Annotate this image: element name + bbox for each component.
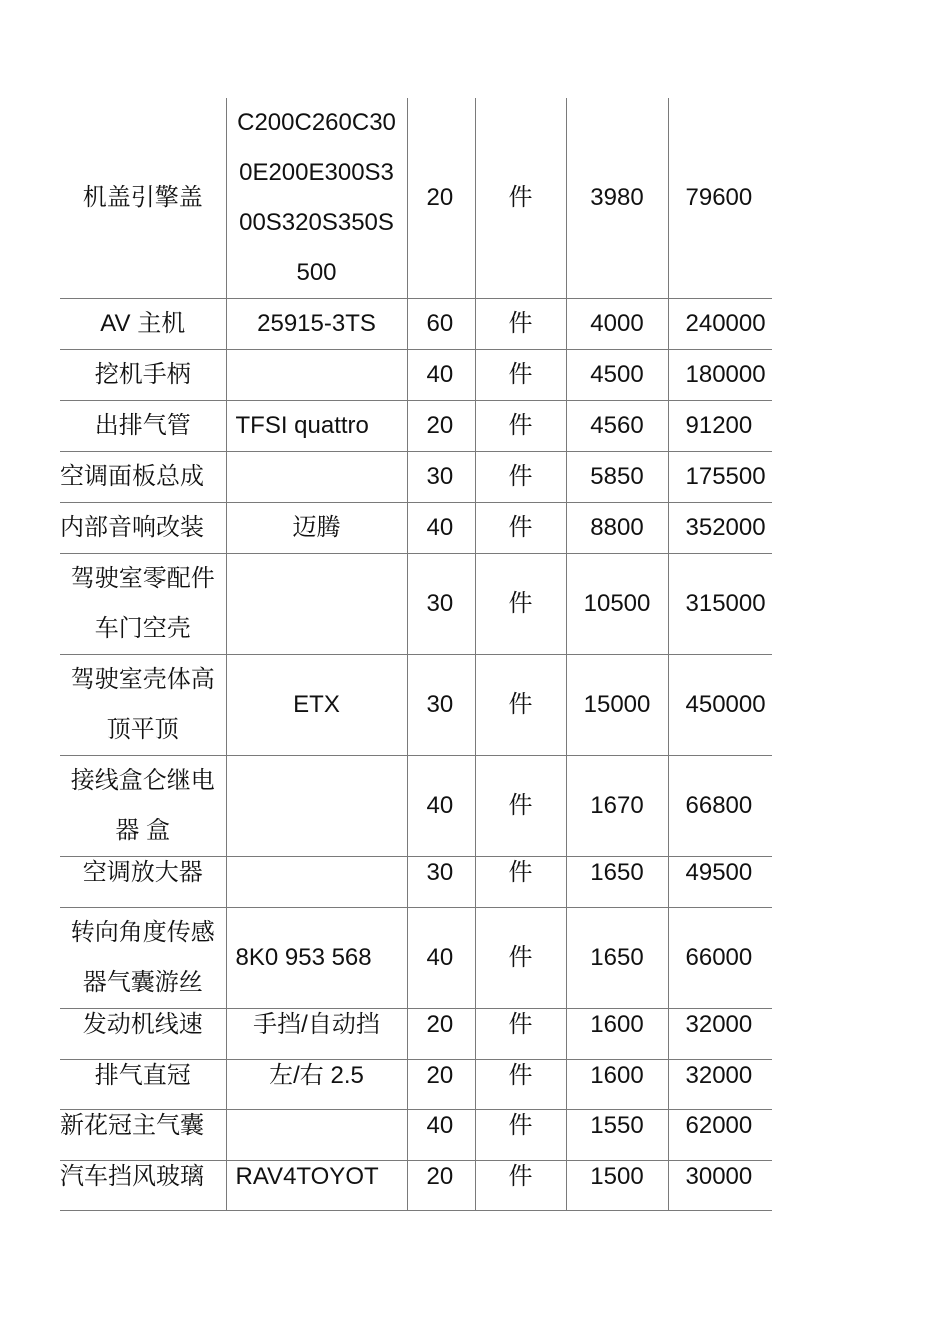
total-cell: 62000: [668, 1110, 772, 1161]
part-name-cell: 空调放大器: [60, 857, 226, 908]
unit-price-cell: 1600: [566, 1060, 668, 1110]
quantity-cell: 30: [407, 554, 475, 655]
quantity-cell: 20: [407, 1060, 475, 1110]
total-cell: 180000: [668, 350, 772, 401]
unit-cell: 件: [475, 655, 566, 756]
part-model-cell: 左/右 2.5: [226, 1060, 407, 1110]
unit-price-cell: 1600: [566, 1009, 668, 1060]
unit-cell: 件: [475, 1009, 566, 1060]
part-model-cell: 迈腾: [226, 503, 407, 554]
part-model-cell: 25915-3TS: [226, 299, 407, 350]
part-name-cell: 发动机线速: [60, 1009, 226, 1060]
unit-cell: 件: [475, 1110, 566, 1161]
unit-price-cell: 1500: [566, 1161, 668, 1211]
unit-cell: 件: [475, 857, 566, 908]
part-model-cell: [226, 756, 407, 857]
total-cell: 175500: [668, 452, 772, 503]
total-cell: 79600: [668, 98, 772, 299]
unit-cell: 件: [475, 554, 566, 655]
total-cell: 315000: [668, 554, 772, 655]
unit-price-cell: 1650: [566, 857, 668, 908]
unit-price-cell: 4560: [566, 401, 668, 452]
table-row: [60, 1060, 772, 1110]
quantity-cell: 20: [407, 401, 475, 452]
part-name-cell: 空调面板总成: [60, 452, 226, 503]
quantity-cell: 20: [407, 98, 475, 299]
unit-cell: 件: [475, 756, 566, 857]
total-cell: 32000: [668, 1060, 772, 1110]
part-model-cell: ETX: [226, 655, 407, 756]
part-model-cell: TFSI quattro: [226, 401, 407, 452]
unit-price-cell: 4500: [566, 350, 668, 401]
total-cell: 66000: [668, 908, 772, 1009]
part-name-cell: 出排气管: [60, 401, 226, 452]
unit-price-cell: 1650: [566, 908, 668, 1009]
quantity-cell: 30: [407, 452, 475, 503]
table-row: [60, 299, 772, 350]
unit-cell: 件: [475, 452, 566, 503]
table-row: [60, 452, 772, 503]
table-row: [60, 554, 772, 655]
part-model-cell: [226, 857, 407, 908]
quantity-cell: 40: [407, 503, 475, 554]
unit-cell: 件: [475, 908, 566, 1009]
part-name-cell: 汽车挡风玻璃: [60, 1161, 226, 1211]
part-name-cell: 接线盒仑继电器 盒: [60, 756, 226, 857]
part-model-cell: [226, 452, 407, 503]
total-cell: 49500: [668, 857, 772, 908]
total-cell: 30000: [668, 1161, 772, 1211]
table-row: [60, 1110, 772, 1161]
part-model-cell: C200C260C300E200E300S300S320S350S500: [226, 98, 407, 299]
table-row: [60, 1161, 772, 1211]
part-name-cell: 内部音响改装: [60, 503, 226, 554]
part-name-cell: 驾驶室壳体高顶平顶: [60, 655, 226, 756]
unit-cell: 件: [475, 401, 566, 452]
unit-price-cell: 8800: [566, 503, 668, 554]
part-model-cell: [226, 1110, 407, 1161]
total-cell: 352000: [668, 503, 772, 554]
table-row: [60, 350, 772, 401]
part-name-cell: 新花冠主气囊: [60, 1110, 226, 1161]
unit-cell: 件: [475, 1060, 566, 1110]
unit-price-cell: 3980: [566, 98, 668, 299]
quantity-cell: 20: [407, 1161, 475, 1211]
unit-cell: 件: [475, 350, 566, 401]
total-cell: 32000: [668, 1009, 772, 1060]
unit-cell: 件: [475, 299, 566, 350]
part-model-cell: [226, 350, 407, 401]
table-row: [60, 401, 772, 452]
part-name-cell: 转向角度传感器气囊游丝: [60, 908, 226, 1009]
unit-price-cell: 1670: [566, 756, 668, 857]
part-model-cell: 8K0 953 568: [226, 908, 407, 1009]
part-name-cell: 挖机手柄: [60, 350, 226, 401]
total-cell: 240000: [668, 299, 772, 350]
quantity-cell: 30: [407, 857, 475, 908]
part-name-cell: AV 主机: [60, 299, 226, 350]
part-model-cell: 手挡/自动挡: [226, 1009, 407, 1060]
part-name-cell: 机盖引擎盖: [60, 98, 226, 299]
unit-cell: 件: [475, 1161, 566, 1211]
total-cell: 91200: [668, 401, 772, 452]
quantity-cell: 20: [407, 1009, 475, 1060]
part-model-cell: RAV4TOYOT: [226, 1161, 407, 1211]
unit-price-cell: 4000: [566, 299, 668, 350]
table-row: [60, 1009, 772, 1060]
quantity-cell: 60: [407, 299, 475, 350]
table-row: [60, 503, 772, 554]
part-model-cell: [226, 554, 407, 655]
total-cell: 450000: [668, 655, 772, 756]
table-row: [60, 655, 772, 756]
quantity-cell: 30: [407, 655, 475, 756]
parts-price-table-page: [60, 98, 772, 1211]
unit-cell: 件: [475, 503, 566, 554]
table-row: [60, 98, 772, 299]
quantity-cell: 40: [407, 350, 475, 401]
total-cell: 66800: [668, 756, 772, 857]
unit-cell: 件: [475, 98, 566, 299]
parts-price-table: [60, 98, 772, 1211]
quantity-cell: 40: [407, 756, 475, 857]
unit-price-cell: 1550: [566, 1110, 668, 1161]
unit-price-cell: 10500: [566, 554, 668, 655]
table-row: [60, 908, 772, 1009]
part-name-cell: 排气直冠: [60, 1060, 226, 1110]
unit-price-cell: 15000: [566, 655, 668, 756]
part-name-cell: 驾驶室零配件车门空壳: [60, 554, 226, 655]
quantity-cell: 40: [407, 1110, 475, 1161]
table-row: [60, 756, 772, 857]
quantity-cell: 40: [407, 908, 475, 1009]
table-row: [60, 857, 772, 908]
unit-price-cell: 5850: [566, 452, 668, 503]
